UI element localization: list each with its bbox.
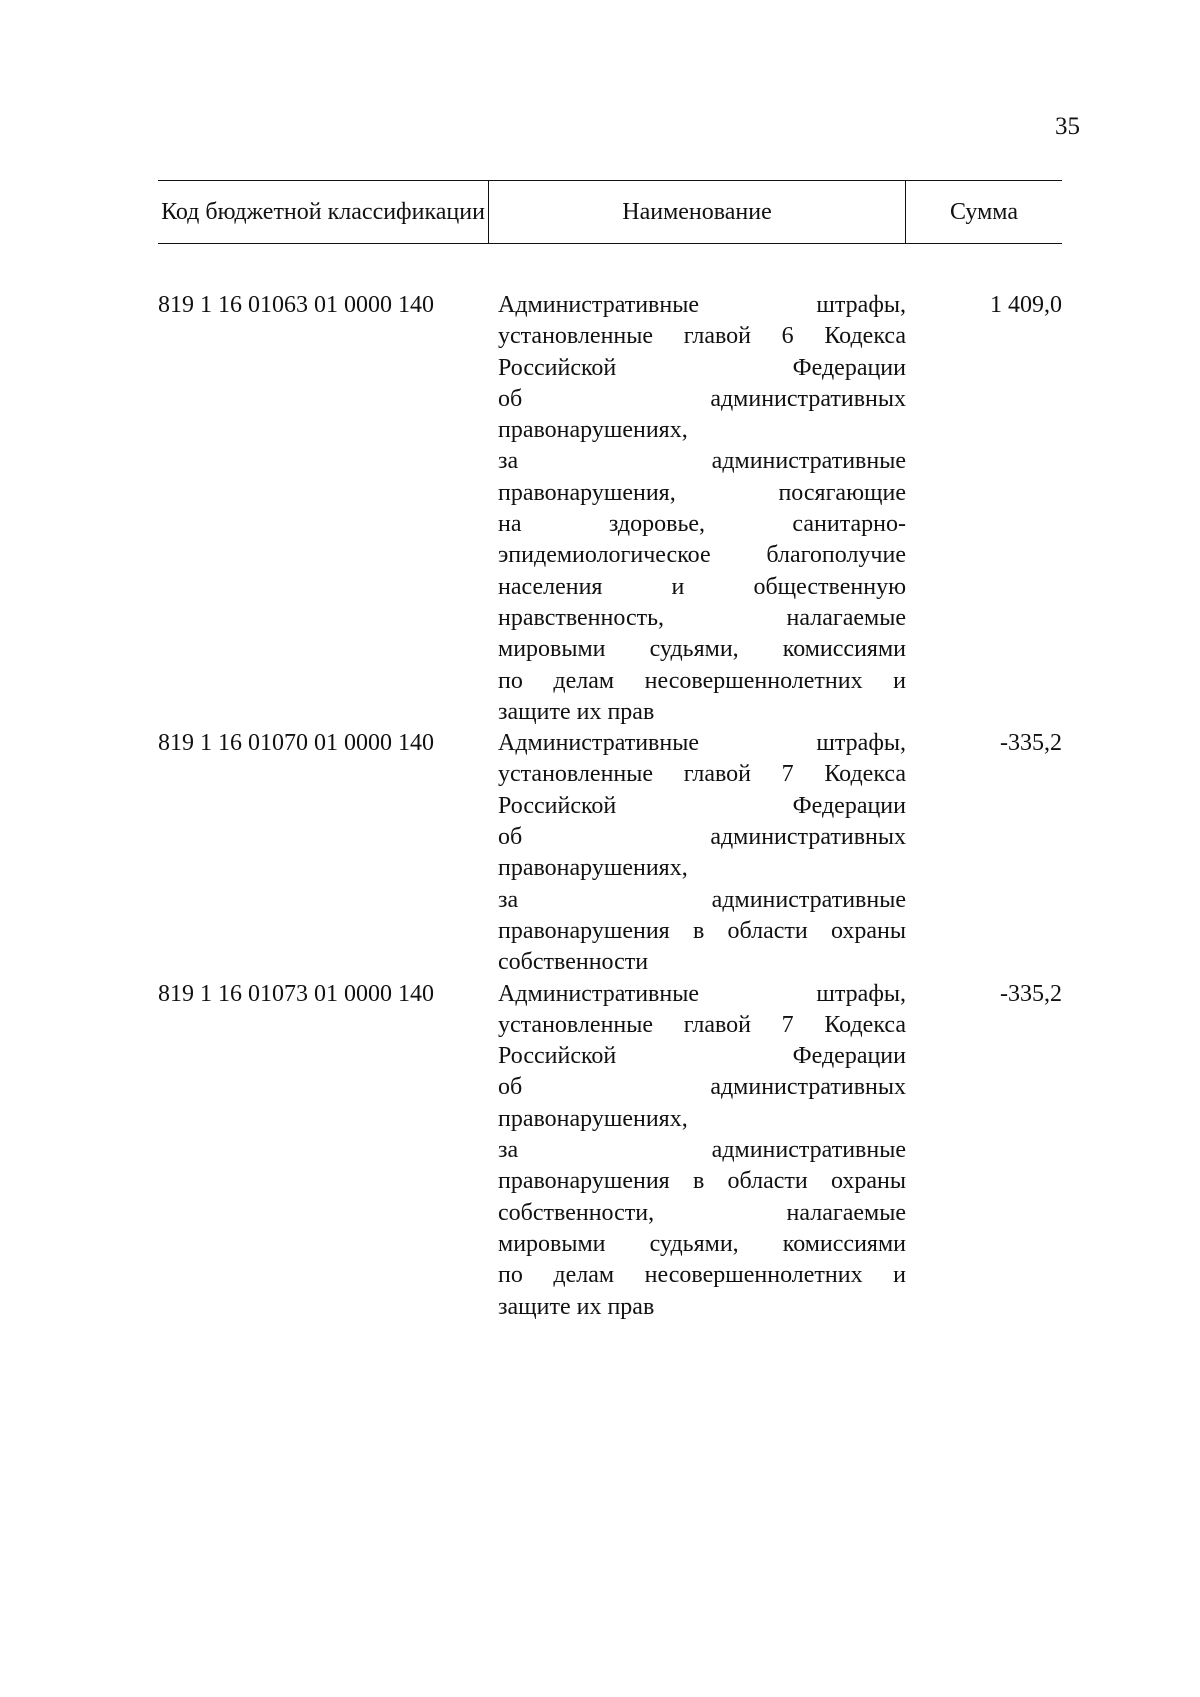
- row-name-line: правонарушения в области охраны: [498, 917, 906, 944]
- row-name-line: по делам несовершеннолетних и: [498, 1262, 906, 1289]
- row-name-line: установленные главой 6 Кодекса: [498, 323, 906, 350]
- table-row: [158, 979, 1062, 1323]
- row-name-line: правонарушения, посягающие: [498, 479, 906, 506]
- row-sum: -335,2: [1000, 980, 1062, 1007]
- row-name-line: за административные: [498, 886, 906, 913]
- row-name-line: за административные: [498, 448, 906, 475]
- row-name-line: Российской Федерации: [498, 354, 906, 381]
- row-name-line: правонарушениях,: [498, 1105, 688, 1132]
- row-name-line: правонарушения в области охраны: [498, 1168, 906, 1195]
- row-name-line: об административных: [498, 1074, 906, 1101]
- row-name-line: правонарушениях,: [498, 855, 688, 882]
- table-header: [158, 180, 1062, 244]
- row-name-line: Административные штрафы,: [498, 980, 906, 1007]
- row-name-line: нравственность, налагаемые: [498, 604, 906, 631]
- row-name-line: собственности: [498, 949, 649, 976]
- page-number: 35: [1055, 113, 1080, 140]
- row-name-line: защите их прав: [498, 698, 655, 725]
- row-code: 819 1 16 01070 01 0000 140: [158, 730, 434, 757]
- row-sum: 1 409,0: [990, 292, 1062, 318]
- row-name-line: установленные главой 7 Кодекса: [498, 1011, 906, 1038]
- row-name-line: об административных: [498, 385, 906, 412]
- header-name: Наименование: [488, 181, 906, 243]
- row-name-line: мировыми судьями, комиссиями: [498, 636, 906, 663]
- row-name-line: за административные: [498, 1137, 906, 1164]
- row-name: [488, 290, 906, 728]
- row-name-line: населения и общественную: [498, 573, 906, 600]
- table-row: [158, 728, 1062, 978]
- row-sum: -335,2: [1000, 730, 1062, 757]
- row-name-line: собственности, налагаемые: [498, 1199, 906, 1226]
- row-name-line: по делам несовершеннолетних и: [498, 667, 906, 694]
- row-code: 819 1 16 01073 01 0000 140: [158, 980, 434, 1007]
- row-name-line: Административные штрафы,: [498, 730, 906, 757]
- row-name-line: Российской Федерации: [498, 1043, 906, 1070]
- row-name-line: Российской Федерации: [498, 792, 906, 819]
- header-code: Код бюджетной классификации: [161, 198, 485, 225]
- table-body: [158, 290, 1062, 1323]
- row-name: [488, 979, 906, 1323]
- row-name-line: защите их прав: [498, 1293, 655, 1320]
- row-name-line: мировыми судьями, комиссиями: [498, 1230, 906, 1257]
- header-sum: Сумма: [950, 198, 1018, 225]
- row-name-line: установленные главой 7 Кодекса: [498, 761, 906, 788]
- row-name-line: эпидемиологическое благополучие: [498, 542, 906, 569]
- row-name-line: Административные штрафы,: [498, 292, 906, 318]
- table-row: [158, 290, 1062, 728]
- row-name-line: правонарушениях,: [498, 417, 688, 444]
- row-name-line: на здоровье, санитарно-: [498, 511, 906, 538]
- row-code: 819 1 16 01063 01 0000 140: [158, 292, 434, 318]
- row-name: [488, 728, 906, 978]
- row-name-line: об административных: [498, 824, 906, 851]
